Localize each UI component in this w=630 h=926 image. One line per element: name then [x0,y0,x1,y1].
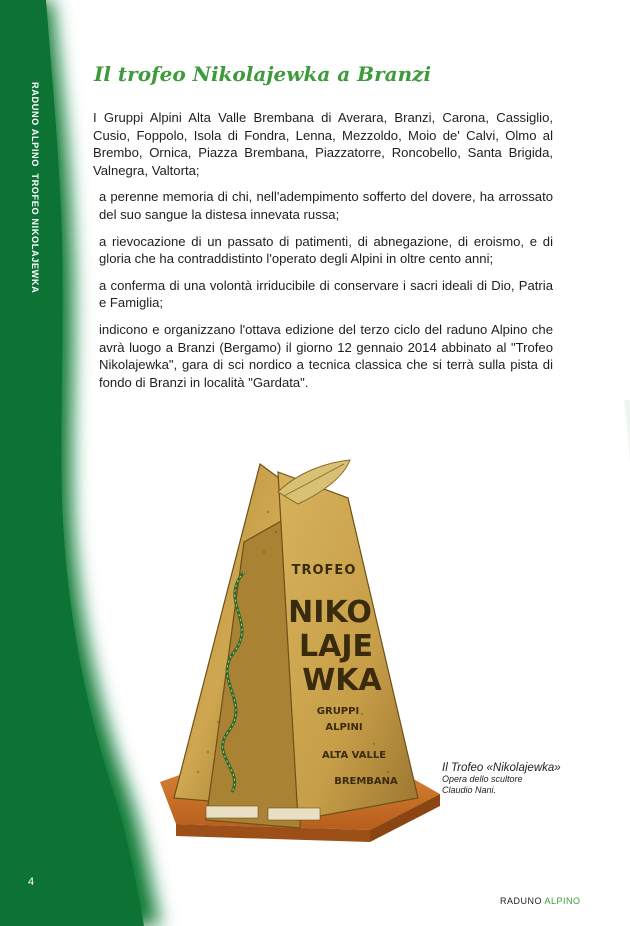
trophy-image [148,452,440,844]
image-caption [442,762,561,796]
trophy-sub-inscription: ALTA VALLE [321,750,387,761]
body-paragraph: I Gruppi Alpini Alta Valle Brembana di Averara, Branzi, Carona, Cassiglio, Cusio, Foppolo, Isola di Fondra, Lenna, Mezzoldo, Moio de' Calvi, Olmo al Brembo, Ornica, Piazza Brembana, Piazzatorre, Roncobello, Santa Brigida, Valnegra, Valtorta; [93,110,553,178]
article-body [93,109,553,400]
caption-line: Opera dello scultore [442,774,523,784]
trophy-plaque [206,806,258,818]
body-paragraph: indicono e organizzano l'ottava edizione del terzo ciclo del raduno Alpino che avrà luogo a Branzi (Bergamo) il giorno 12 gennaio 2014 abbinato al "Trofeo Nikolajewka", gara di sci nordico a tecnica classica che si terrà sulla pista di fondo di Branzi in località "Gardata". [99,321,553,390]
trophy-sub-inscription: GRUPPI [316,706,360,717]
trophy-inscription-line: NIKO [288,595,372,630]
footer-brand-part1: RADUNO [500,896,543,906]
caption-line: Claudio Nani. [442,785,497,795]
trophy-sub-inscription: BREMBANA [334,776,398,787]
sidebar-label-part2: TROFEO NIKOLAJEWKA [30,173,40,294]
trophy-plaque [268,808,320,820]
footer-brand [500,896,581,906]
sidebar-label-part1: RADUNO ALPINO [30,82,40,168]
footer-brand-part2: ALPINO [544,896,581,906]
article-title: Il trofeo Nikolajewka a Branzi [94,62,432,86]
caption-title: Il Trofeo «Nikolajewka» [442,762,561,774]
body-paragraph: a perenne memoria di chi, nell'adempimento sofferto del dovere, ha arrossato del suo sangue la distesa innevata russa; [99,189,553,222]
body-paragraph: a rievocazione di un passato di patimenti, di abnegazione, di eroismo, e di gloria che ha contraddistinto l'operato degli Alpini in oltre cento anni; [99,233,553,267]
trophy-sub-inscription: ALPINI [325,722,363,733]
trophy-inscription-line: WKA [302,663,382,698]
page-number: 4 [28,876,35,888]
body-paragraph: a conferma di una volontà irriducibile di conservare i sacri ideali di Dio, Patria e Famiglia; [99,277,553,311]
sidebar-vertical-label [30,82,40,293]
trophy-inscription-line: LAJE [299,629,373,664]
trophy-inscription-line: TROFEO [291,563,357,578]
